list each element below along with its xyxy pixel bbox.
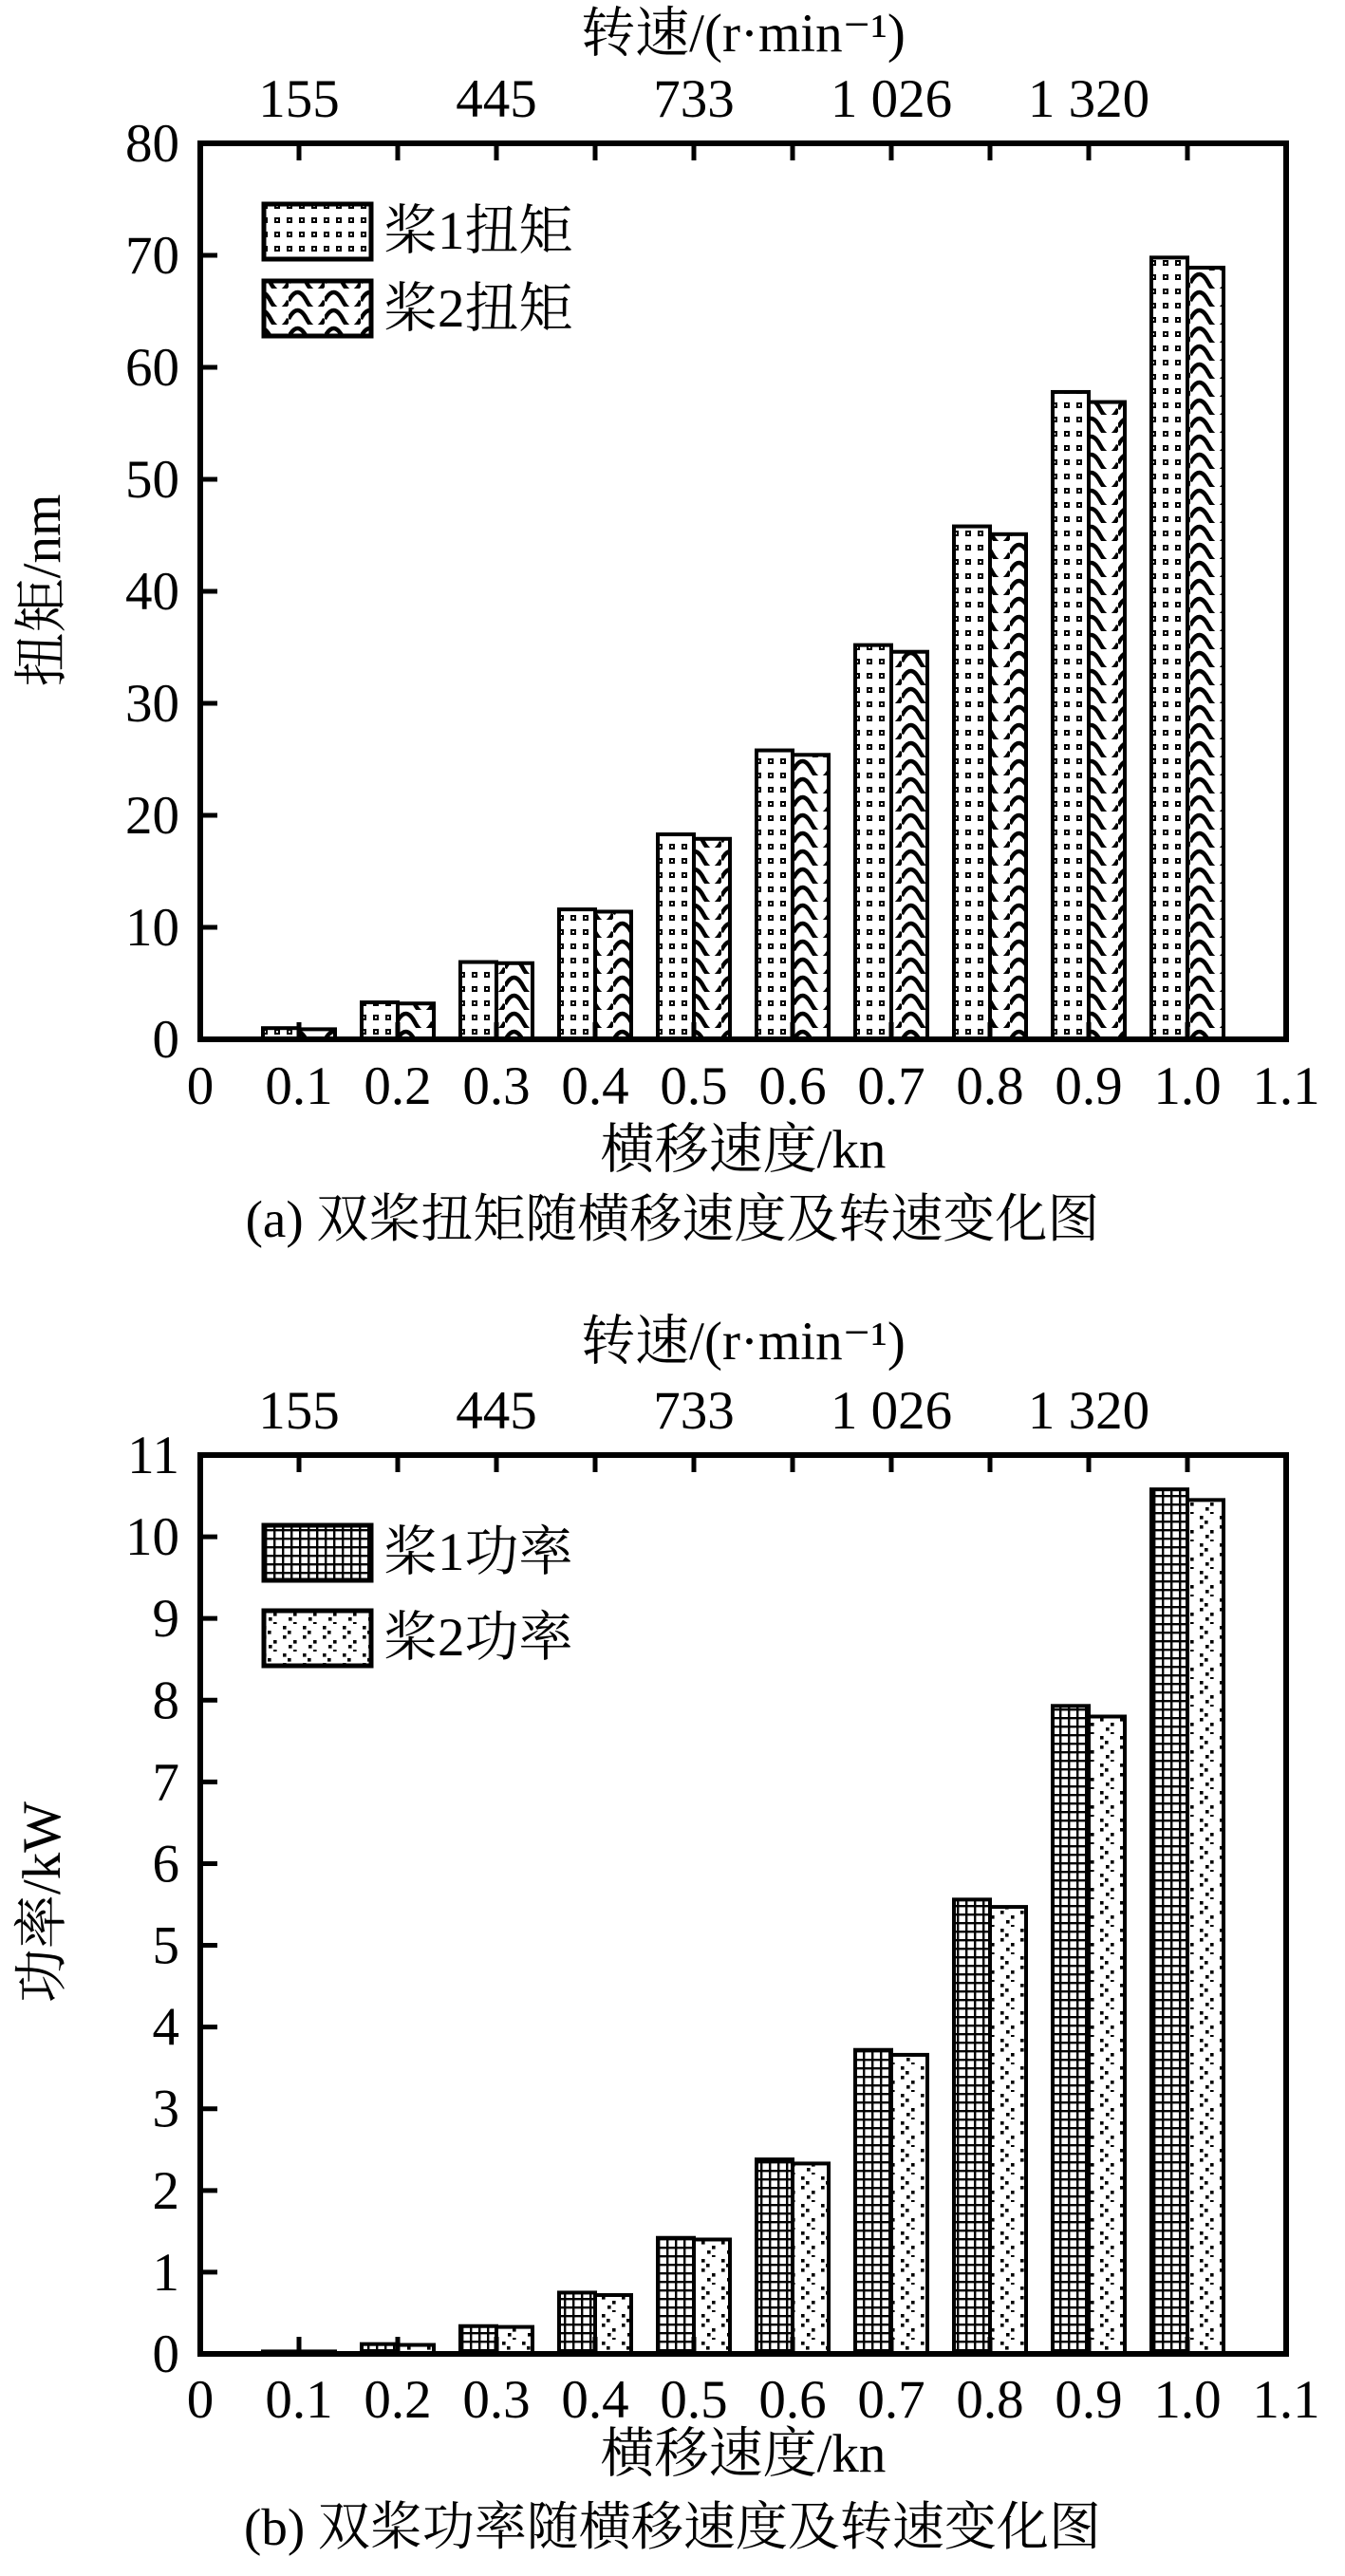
- bar-series2-x0.6: [793, 2163, 829, 2354]
- y-tick-label: 1: [152, 2242, 179, 2303]
- bar-series2-x0.3: [496, 2327, 532, 2354]
- bar-series1-x0.9: [1053, 392, 1089, 1039]
- legend-label-b1: 桨1功率: [383, 1522, 573, 1582]
- top-tick-label: 445: [456, 69, 537, 129]
- bar-series2-x0.2: [398, 1003, 434, 1039]
- bar-series1-x0.2: [362, 1002, 398, 1039]
- x-tick-label: 1.0: [1153, 2370, 1222, 2430]
- x-axis-title-b: 横移速度/kn: [600, 2424, 887, 2484]
- y-tick-label: 0: [152, 1010, 179, 1070]
- x-tick-label: 0.5: [660, 2370, 728, 2430]
- bar-series2-x0.5: [694, 2239, 730, 2354]
- top-tick-label: 733: [653, 1381, 735, 1441]
- y-tick-label: 0: [152, 2324, 179, 2384]
- x-tick-label: 0.3: [462, 1056, 531, 1116]
- bar-series2-x0.9: [1089, 1716, 1125, 2354]
- x-tick-label: 0: [186, 1056, 215, 1116]
- x-tick-label: 0: [186, 2370, 215, 2430]
- bar-series1-x1: [1151, 1489, 1187, 2354]
- y-tick-label: 2: [152, 2160, 179, 2221]
- bar-series1-x0.5: [658, 834, 694, 1039]
- x-tick-label: 1.0: [1153, 1056, 1222, 1116]
- bar-series1-x0.8: [954, 1899, 990, 2354]
- x-tick-label: 0.7: [857, 1056, 925, 1116]
- x-tick-label: 0.5: [660, 1056, 728, 1116]
- bar-series2-x1: [1187, 268, 1224, 1039]
- bar-series2-x0.4: [595, 2295, 631, 2354]
- x-tick-label: 0.2: [364, 2370, 432, 2430]
- bar-series2-x1: [1187, 1500, 1224, 2354]
- y-tick-label: 6: [152, 1834, 179, 1895]
- y-tick-label: 40: [125, 562, 179, 622]
- legend-swatch-series1: [264, 204, 371, 259]
- y-tick-label: 7: [152, 1752, 179, 1813]
- bar-series2-x0.7: [891, 652, 927, 1039]
- legend-swatch-series1: [264, 1525, 371, 1580]
- y-tick-label: 5: [152, 1915, 179, 1976]
- bar-series1-x0.4: [559, 2292, 595, 2354]
- top-tick-label: 155: [258, 1381, 340, 1441]
- bar-series2-x0.5: [694, 839, 730, 1039]
- top-tick-label: 155: [258, 69, 340, 129]
- legend-label-a1: 桨1扭矩: [383, 201, 573, 261]
- y-tick-label: 8: [152, 1671, 179, 1731]
- x-tick-label: 0.9: [1055, 1056, 1123, 1116]
- top-tick-label: 733: [653, 69, 735, 129]
- y-axis-title-a: 扭矩/nm: [12, 494, 72, 687]
- bar-series1-x0.6: [757, 2159, 793, 2354]
- y-tick-label: 3: [152, 2079, 179, 2139]
- y-tick-label: 80: [125, 114, 179, 174]
- bar-series1-x1: [1151, 257, 1187, 1039]
- x-axis-title-a: 横移速度/kn: [600, 1120, 887, 1180]
- x-tick-label: 0.6: [758, 1056, 827, 1116]
- legend-swatch-series2: [264, 281, 371, 336]
- bar-series2-x0.4: [595, 911, 631, 1039]
- top-axis-title-b: 转速/(r·min⁻¹): [581, 1312, 906, 1372]
- bar-series2-x0.8: [990, 534, 1026, 1039]
- bar-series2-x0.8: [990, 1907, 1026, 2354]
- bar-series1-x0.9: [1053, 1706, 1089, 2354]
- y-tick-label: 70: [125, 226, 179, 286]
- bar-series1-x0.4: [559, 909, 595, 1039]
- top-tick-label: 1 026: [830, 1381, 953, 1441]
- y-axis-title-b: 功率/kW: [12, 1801, 72, 2004]
- y-tick-label: 11: [127, 1426, 179, 1485]
- chart-panel-b: [125, 1381, 1320, 2430]
- bar-series1-x0.3: [460, 2326, 496, 2354]
- y-tick-label: 30: [125, 674, 179, 734]
- y-tick-label: 4: [152, 1997, 179, 2058]
- y-tick-label: 10: [125, 898, 179, 958]
- y-tick-label: 60: [125, 338, 179, 398]
- top-axis-title-a: 转速/(r·min⁻¹): [581, 4, 906, 64]
- top-tick-label: 445: [456, 1381, 537, 1441]
- bar-series1-x0.6: [757, 751, 793, 1039]
- x-tick-label: 0.1: [265, 1056, 333, 1116]
- bar-series1-x0.5: [658, 2238, 694, 2354]
- x-tick-label: 0.9: [1055, 2370, 1123, 2430]
- x-tick-label: 0.2: [364, 1056, 432, 1116]
- legend-label-a2: 桨2扭矩: [383, 279, 573, 339]
- bar-series2-x0.3: [496, 963, 532, 1039]
- y-tick-label: 10: [125, 1507, 179, 1568]
- top-tick-label: 1 320: [1027, 1381, 1150, 1441]
- caption-a: (a) 双桨扭矩随横移速度及转速变化图: [245, 1190, 1100, 1248]
- bar-series1-x0.3: [460, 962, 496, 1039]
- x-tick-label: 0.8: [956, 2370, 1024, 2430]
- top-tick-label: 1 026: [830, 69, 953, 129]
- x-tick-label: 0.7: [857, 2370, 925, 2430]
- bar-series1-x0.7: [855, 645, 891, 1039]
- legend-swatch-series2: [264, 1611, 371, 1666]
- x-tick-label: 0.8: [956, 1056, 1024, 1116]
- bar-series2-x0.9: [1089, 402, 1125, 1039]
- x-tick-label: 0.4: [561, 2370, 629, 2430]
- top-tick-label: 1 320: [1027, 69, 1150, 129]
- bar-series1-x0.7: [855, 2050, 891, 2354]
- bar-series2-x0.6: [793, 755, 829, 1039]
- y-tick-label: 50: [125, 450, 179, 510]
- x-tick-label: 1.1: [1252, 1056, 1320, 1116]
- caption-b: (b) 双桨功率随横移速度及转速变化图: [244, 2498, 1101, 2556]
- x-tick-label: 0.6: [758, 2370, 827, 2430]
- bar-series1-x0.8: [954, 527, 990, 1039]
- x-tick-label: 0.1: [265, 2370, 333, 2430]
- x-tick-label: 0.3: [462, 2370, 531, 2430]
- legend-label-b2: 桨2功率: [383, 1608, 573, 1668]
- bar-series2-x0.7: [891, 2055, 927, 2354]
- chart-panel-a: [125, 69, 1320, 1116]
- x-tick-label: 0.4: [561, 1056, 629, 1116]
- x-tick-label: 1.1: [1252, 2370, 1320, 2430]
- y-tick-label: 20: [125, 786, 179, 846]
- y-tick-label: 9: [152, 1589, 179, 1650]
